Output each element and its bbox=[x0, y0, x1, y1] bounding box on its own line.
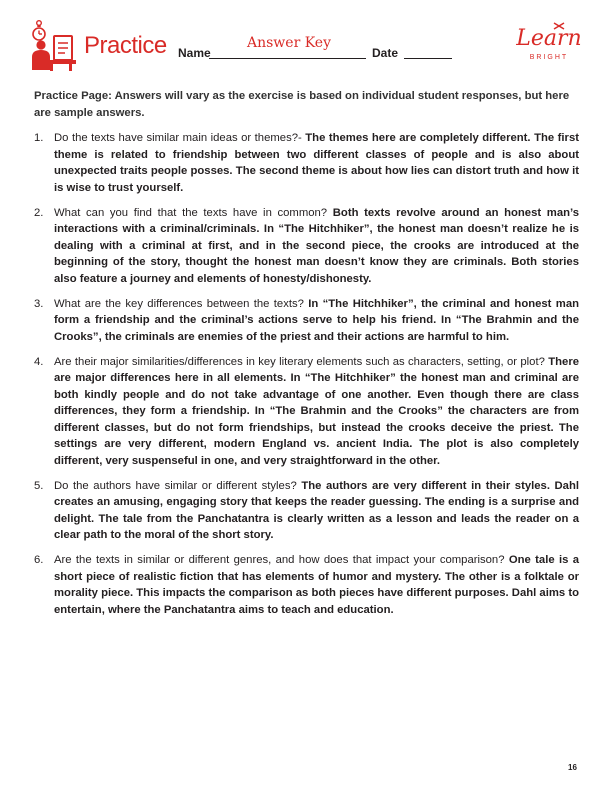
name-label: Name bbox=[178, 46, 211, 60]
question-text: Are their major similarities/differences in key literary elements such as characters, setting, or plot? bbox=[54, 355, 545, 368]
page-title: Practice bbox=[84, 32, 167, 59]
question-text: What can you find that the texts have in common? bbox=[54, 206, 328, 219]
logo-word-bright: BRIGHT bbox=[529, 54, 569, 61]
question-item bbox=[34, 205, 579, 288]
question-list bbox=[34, 130, 579, 618]
question-number: 1. bbox=[34, 132, 44, 144]
question-item bbox=[34, 552, 579, 618]
name-field[interactable] bbox=[209, 58, 366, 59]
intro-text: Practice Page: Answers will vary as the exercise is based on individual student responses, but here are sample answers. bbox=[34, 90, 570, 119]
question-number: 6. bbox=[34, 554, 44, 566]
date-label: Date bbox=[372, 46, 399, 60]
page-number: 16 bbox=[568, 763, 577, 772]
question-number: 3. bbox=[34, 297, 44, 310]
answer-text: The themes here are completely different. The first theme is related to friendship between two different classes of people and is also about unexpected traits people posses. The second theme is about how lies can distort truth and how it is wise to trust yourself. bbox=[54, 132, 579, 194]
learn-bright-logo bbox=[516, 22, 582, 68]
question-item bbox=[34, 478, 579, 544]
answer-text: There are major differences here in all elements. In “The Hitchhiker” the honest man and criminal are both kindly people and do not take advantage of one another. Even though there are class differences, they form a friendship. In “The Brahmin and the Crooks” the characters are from different classes, but do not form friendships, but instead the crooks deceive the priest. The settings are very different, modern England vs. ancient India. The plot is also completely different, very suspenseful in one, and very straightforward in the other. bbox=[54, 355, 580, 467]
question-text: Are the texts in similar or different genres, and how does that impact your comparison? bbox=[54, 554, 505, 566]
answer-text: One tale is a short piece of realistic fiction that has elements of humor and mystery. The other is a folktale or morality piece. This impacts the comparison as both pieces have different purposes. Dahl aims to entertain, where the Panchatantra aims to teach and education. bbox=[54, 554, 580, 616]
question-text: Do the authors have similar or different styles? bbox=[54, 479, 297, 492]
answer-text: The authors are very different in their styles. Dahl creates an amusing, engaging story that keeps the reader guessing. The ending is a surprise and delight. The tale from the Panchatantra is clearly written as a lesson and leads the reader on a clear path to the moral of the short story. bbox=[54, 479, 580, 541]
question-number: 2. bbox=[34, 206, 44, 219]
question-item bbox=[34, 354, 579, 470]
answer-key-label: Answer Key bbox=[247, 35, 331, 51]
question-item bbox=[34, 296, 579, 346]
answer-text: In “The Hitchhiker”, the criminal and honest man form a friendship and the criminal’s actions serve to help his friend. In “The Brahmin and the Crooks”, the criminals are enemies of the priest and their actions are harmful to him. bbox=[54, 297, 580, 343]
question-number: 4. bbox=[34, 355, 44, 368]
question-text: Do the texts have similar main ideas or themes?- bbox=[54, 132, 302, 144]
question-number: 5. bbox=[34, 479, 44, 492]
question-item bbox=[34, 130, 579, 196]
logo-word-learn: Learn bbox=[516, 26, 582, 51]
student-at-desk-icon bbox=[30, 20, 78, 72]
answer-text: Both texts revolve around an honest man’s interactions with a criminal/criminals. In “The Hitchhiker”, the honest man doesn’t realize he is dealing with a criminal at first, and in the second piece, the crooks are introduced at the beginning of the story, thought the honest man doesn’t know they are criminals. Both stories also feature a journey and elements of honesty/dishonesty. bbox=[54, 206, 580, 285]
date-field[interactable] bbox=[404, 58, 452, 59]
question-text: What are the key differences between the texts? bbox=[54, 297, 304, 310]
page-header bbox=[0, 0, 612, 84]
